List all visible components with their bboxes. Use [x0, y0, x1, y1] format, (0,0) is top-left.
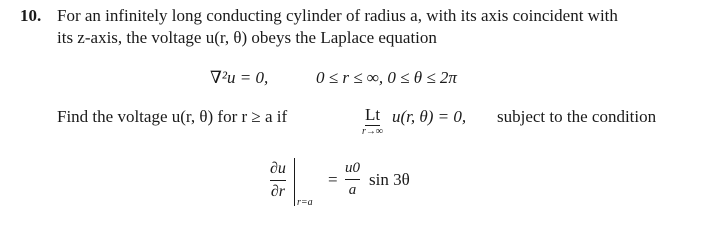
problem-number: 10.	[20, 6, 42, 25]
evaluation-bar	[294, 158, 295, 206]
bc-rhs-numerator: u0	[345, 160, 360, 176]
bc-rhs-fraction	[345, 160, 360, 199]
bc-equals: =	[328, 170, 338, 189]
bc-rhs-denominator: a	[348, 182, 357, 198]
find-suffix: subject to the condition	[497, 107, 657, 126]
bc-lhs-bar	[270, 180, 286, 181]
bc-rhs-function: sin 3θ	[369, 170, 410, 189]
problem-line-2: its z-axis, the voltage u(r, θ) obeys the Laplace equation	[57, 28, 437, 47]
problem-line-1: For an infinitely long conducting cylinder of radius a, with its axis coincident with	[57, 6, 618, 25]
evaluation-point: r=a	[297, 197, 313, 208]
bc-lhs-numerator: ∂u	[270, 160, 286, 177]
laplace-equation: ∇²u = 0,	[210, 68, 269, 87]
bc-lhs-denominator: ∂r	[270, 183, 286, 200]
find-prefix: Find the voltage u(r, θ) for r ≥ a if	[57, 107, 288, 126]
limit-expression: u(r, θ) = 0,	[392, 107, 467, 126]
limit-word: Lt	[364, 105, 381, 124]
limit-operator	[362, 105, 383, 137]
bc-rhs-bar	[345, 179, 360, 180]
limit-subscript: r→∞	[362, 126, 384, 137]
bc-lhs-fraction	[270, 160, 286, 201]
domain-condition: 0 ≤ r ≤ ∞, 0 ≤ θ ≤ 2π	[316, 68, 457, 87]
